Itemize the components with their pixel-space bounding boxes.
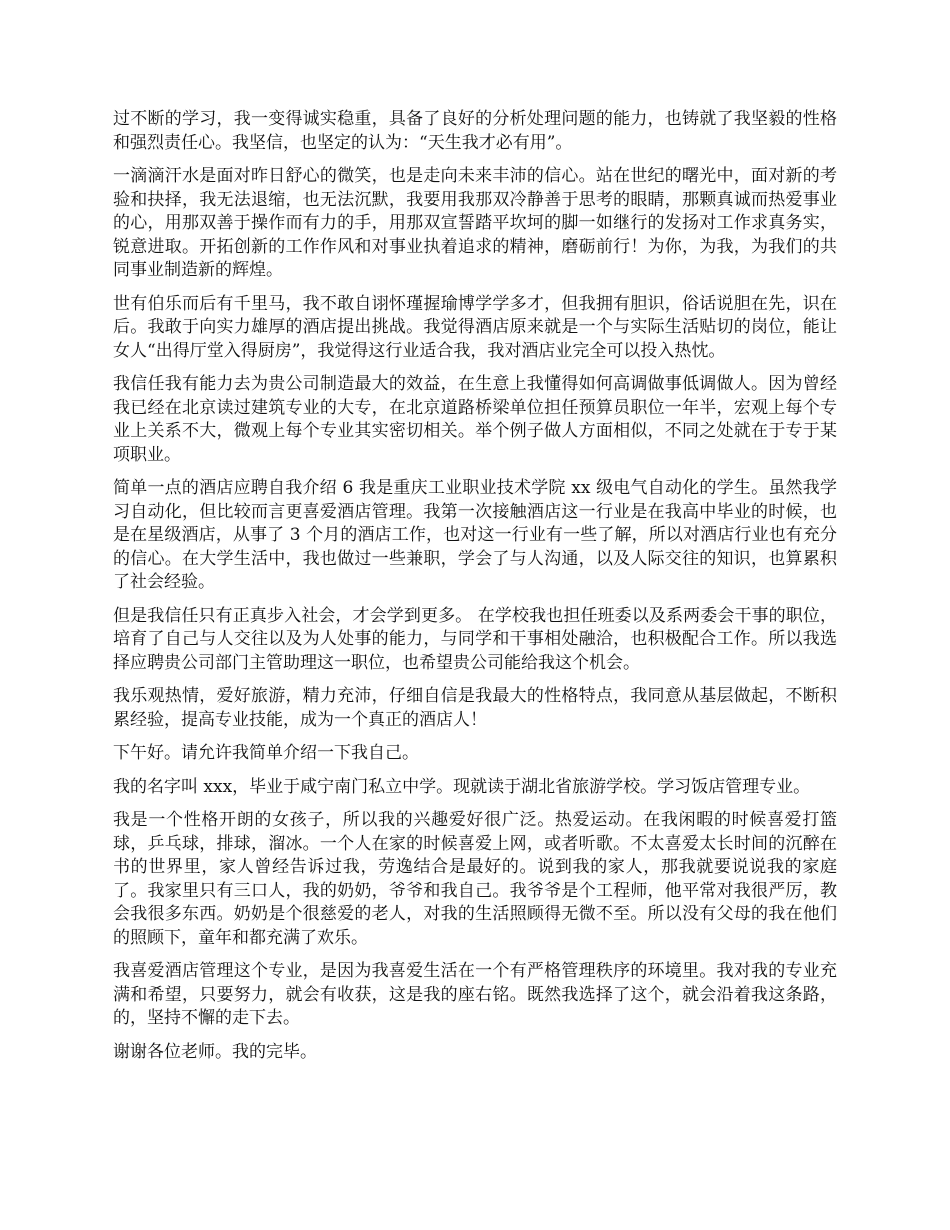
paragraph: 下午好。请允许我简单介绍一下我自己。 <box>113 743 419 763</box>
paragraph: 我喜爱酒店管理这个专业，是因为我喜爱生活在一个有严格管理秩序的环境里。我对我的专业充满和希望，只要努力，就会有收获，这是我的座右铭。既然我选择了这个，就会沿着我这条路，的，坚持不懈的走下去。 <box>113 961 837 1028</box>
paragraph: 我的名字叫 xxx，毕业于咸宁南门私立中学。现就读于湖北省旅游学校。学习饭店管理专业。 <box>113 776 811 797</box>
paragraph: 世有伯乐而后有千里马，我不敢自诩怀瑾握瑜博学学多才，但我拥有胆识，俗话说胆在先，识在后。我敢于向实力雄厚的酒店提出挑战。我觉得酒店原来就是一个与实际生活贴切的岗位，能让女人“出得厅堂入得厨房”，我觉得这行业适合我，我对酒店业完全可以投入热忱。 <box>113 293 837 361</box>
paragraph: 一滴滴汗水是面对昨日舒心的微笑，也是走向未来丰沛的信心。站在世纪的曙光中，面对新的考验和抉择，我无法退缩，也无法沉默，我要用我那双冷静善于思考的眼睛，那颗真诚而热爱事业的心，用那双善于操作而有力的手，用那双宣誓踏平坎坷的脚一如继行的发扬对工作求真务实，锐意进取。开拓创新的工作作风和对事业执着追求的精神，磨砺前行！为你，为我，为我们的共同事业制造新的辉煌。 <box>113 166 837 280</box>
paragraph: 谢谢各位老师。我的完毕。 <box>113 1041 317 1062</box>
paragraph: 简单一点的酒店应聘自我介绍 6 我是重庆工业职业技术学院 xx 级电气自动化的学生。虽然我学习自动化，但比较而言更喜爱酒店管理。我第一次接触酒店这一行业是在我高中毕业的时候，也是在星级酒店，从事了 3 个月的酒店工作，也对这一行业有一些了解，所以对酒店行业也有充分的信心。在大学生活中，我也做过一些兼职，学会了与人沟通，以及人际交往的知识，也算累积了社会经验。 <box>113 478 837 592</box>
paragraph: 我乐观热情，爱好旅游，精力充沛，仔细自信是我最大的性格特点，我同意从基层做起，不断积累经验，提高专业技能，成为一个真正的酒店人！ <box>113 686 837 730</box>
paragraph: 但是我信任只有正真步入社会，才会学到更多。 在学校我也担任班委以及系两委会干事的职位，培育了自己与人交往以及为人处事的能力，与同学和干事相处融洽，也积极配合工作。所以我选择应聘贵公司部门主管助理这一职位，也希望贵公司能给我这个机会。 <box>113 605 837 673</box>
document-page <box>113 108 837 1074</box>
paragraph: 我信任我有能力去为贵公司制造最大的效益，在生意上我懂得如何高调做事低调做人。因为曾经我已经在北京读过建筑专业的大专，在北京道路桥梁单位担任预算员职位一年半，宏观上每个专业上关系不大，微观上每个专业其实密切相关。举个例子做人方面相似，不同之处就在于专于某项职业。 <box>113 374 837 465</box>
paragraph: 过不断的学习，我一变得诚实稳重，具备了良好的分析处理问题的能力，也铸就了我坚毅的性格和强烈责任心。我坚信，也坚定的认为：“天生我才必有用”。 <box>113 109 837 153</box>
paragraph: 我是一个性格开朗的女孩子，所以我的兴趣爱好很广泛。热爱运动。在我闲暇的时候喜爱打篮球，乒乓球，排球，溜冰。一个人在家的时候喜爱上网，或者听歌。不太喜爱太长时间的沉醉在书的世界里，家人曾经告诉过我，劳逸结合是最好的。说到我的家人，那我就要说说我的家庭了。我家里只有三口人，我的奶奶，爷爷和我自己。我爷爷是个工程师，他平常对我很严厉，教会我很多东西。奶奶是个很慈爱的老人，对我的生活照顾得无微不至。所以没有父母的我在他们的照顾下，童年和都充满了欢乐。 <box>113 810 837 948</box>
